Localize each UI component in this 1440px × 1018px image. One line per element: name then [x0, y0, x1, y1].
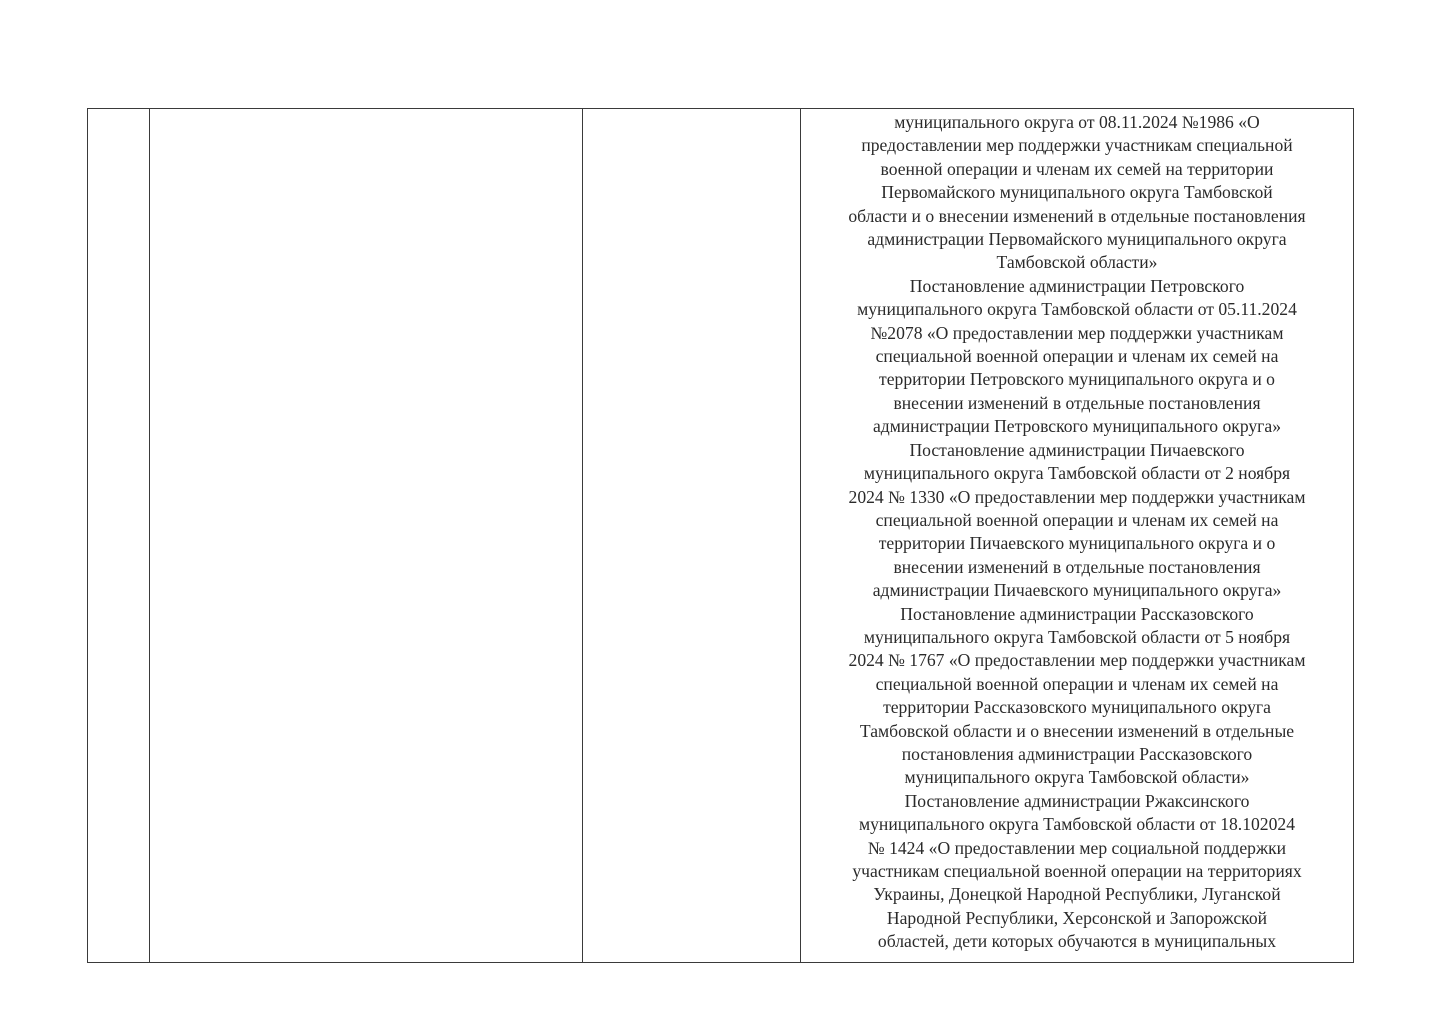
text-line: Первомайского муниципального округа Тамбовской — [881, 182, 1273, 203]
text-line: администрации Петровского муниципального округа» — [872, 416, 1282, 437]
text-line: территории Пичаевского муниципального округа и о — [878, 533, 1276, 554]
text-line: областей, дети которых обучаются в муниципальных — [877, 931, 1277, 952]
text-line: администрации Пичаевского муниципального округа» — [872, 580, 1282, 601]
text-line: Народной Республики, Херсонской и Запорожской — [886, 907, 1268, 928]
text-line: внесении изменений в отдельные постановления — [893, 556, 1261, 577]
text-line: муниципального округа Тамбовской области от 2 ноября — [863, 463, 1291, 484]
text-line: №2078 «О предоставлении мер поддержки участникам — [870, 322, 1284, 343]
text-line: Постановление администрации Петровского — [909, 275, 1245, 296]
text-line: специальной военной операции и членам их семей на — [875, 346, 1279, 367]
text-line: области и о внесении изменений в отдельные постановления — [848, 205, 1306, 226]
text-line: муниципального округа Тамбовской области от 18.102024 — [858, 814, 1295, 835]
text-line: специальной военной операции и членам их семей на — [875, 673, 1279, 694]
text-line: постановления администрации Рассказовского — [901, 743, 1253, 764]
text-line: 2024 № 1767 «О предоставлении мер поддержки участникам — [848, 650, 1306, 671]
text-line: администрации Первомайского муниципального округа — [867, 229, 1287, 250]
table-cell-category — [583, 109, 801, 963]
text-line: предоставлении мер поддержки участникам специальной — [861, 135, 1293, 156]
text-line: муниципального округа Тамбовской области от 05.11.2024 — [857, 299, 1297, 320]
text-line: участникам специальной военной операции на территориях — [852, 861, 1302, 881]
text-line: Постановление администрации Ржаксинского — [904, 790, 1250, 811]
document-table — [87, 108, 1354, 963]
text-line: муниципального округа Тамбовской области от 5 ноября — [863, 626, 1291, 647]
text-line: Украины, Донецкой Народной Республики, Луганской — [873, 884, 1281, 905]
table-cell-number — [88, 109, 150, 963]
legal-acts-text — [801, 109, 1353, 962]
text-line: Постановление администрации Рассказовского — [900, 603, 1254, 624]
text-line: Постановление администрации Пичаевского — [909, 439, 1245, 460]
text-line: муниципального округа Тамбовской области» — [904, 767, 1250, 788]
text-line: внесении изменений в отдельные постановления — [893, 392, 1261, 413]
text-line: Тамбовской области и о внесении изменений в отдельные — [859, 720, 1295, 741]
text-line: Тамбовской области» — [996, 252, 1158, 273]
text-line: военной операции и членам их семей на территории — [880, 158, 1274, 179]
text-line: территории Рассказовского муниципального округа — [883, 697, 1271, 718]
text-line: № 1424 «О предоставлении мер социальной поддержки — [867, 837, 1287, 858]
table-cell-legal-acts — [801, 109, 1354, 963]
table-row — [88, 109, 1354, 963]
text-line: территории Петровского муниципального округа и о — [879, 369, 1275, 390]
text-line: муниципального округа от 08.11.2024 №1986 «О — [894, 112, 1260, 132]
text-line: специальной военной операции и членам их семей на — [875, 509, 1279, 530]
text-line: 2024 № 1330 «О предоставлении мер поддержки участникам — [848, 486, 1306, 507]
table-cell-name — [150, 109, 583, 963]
